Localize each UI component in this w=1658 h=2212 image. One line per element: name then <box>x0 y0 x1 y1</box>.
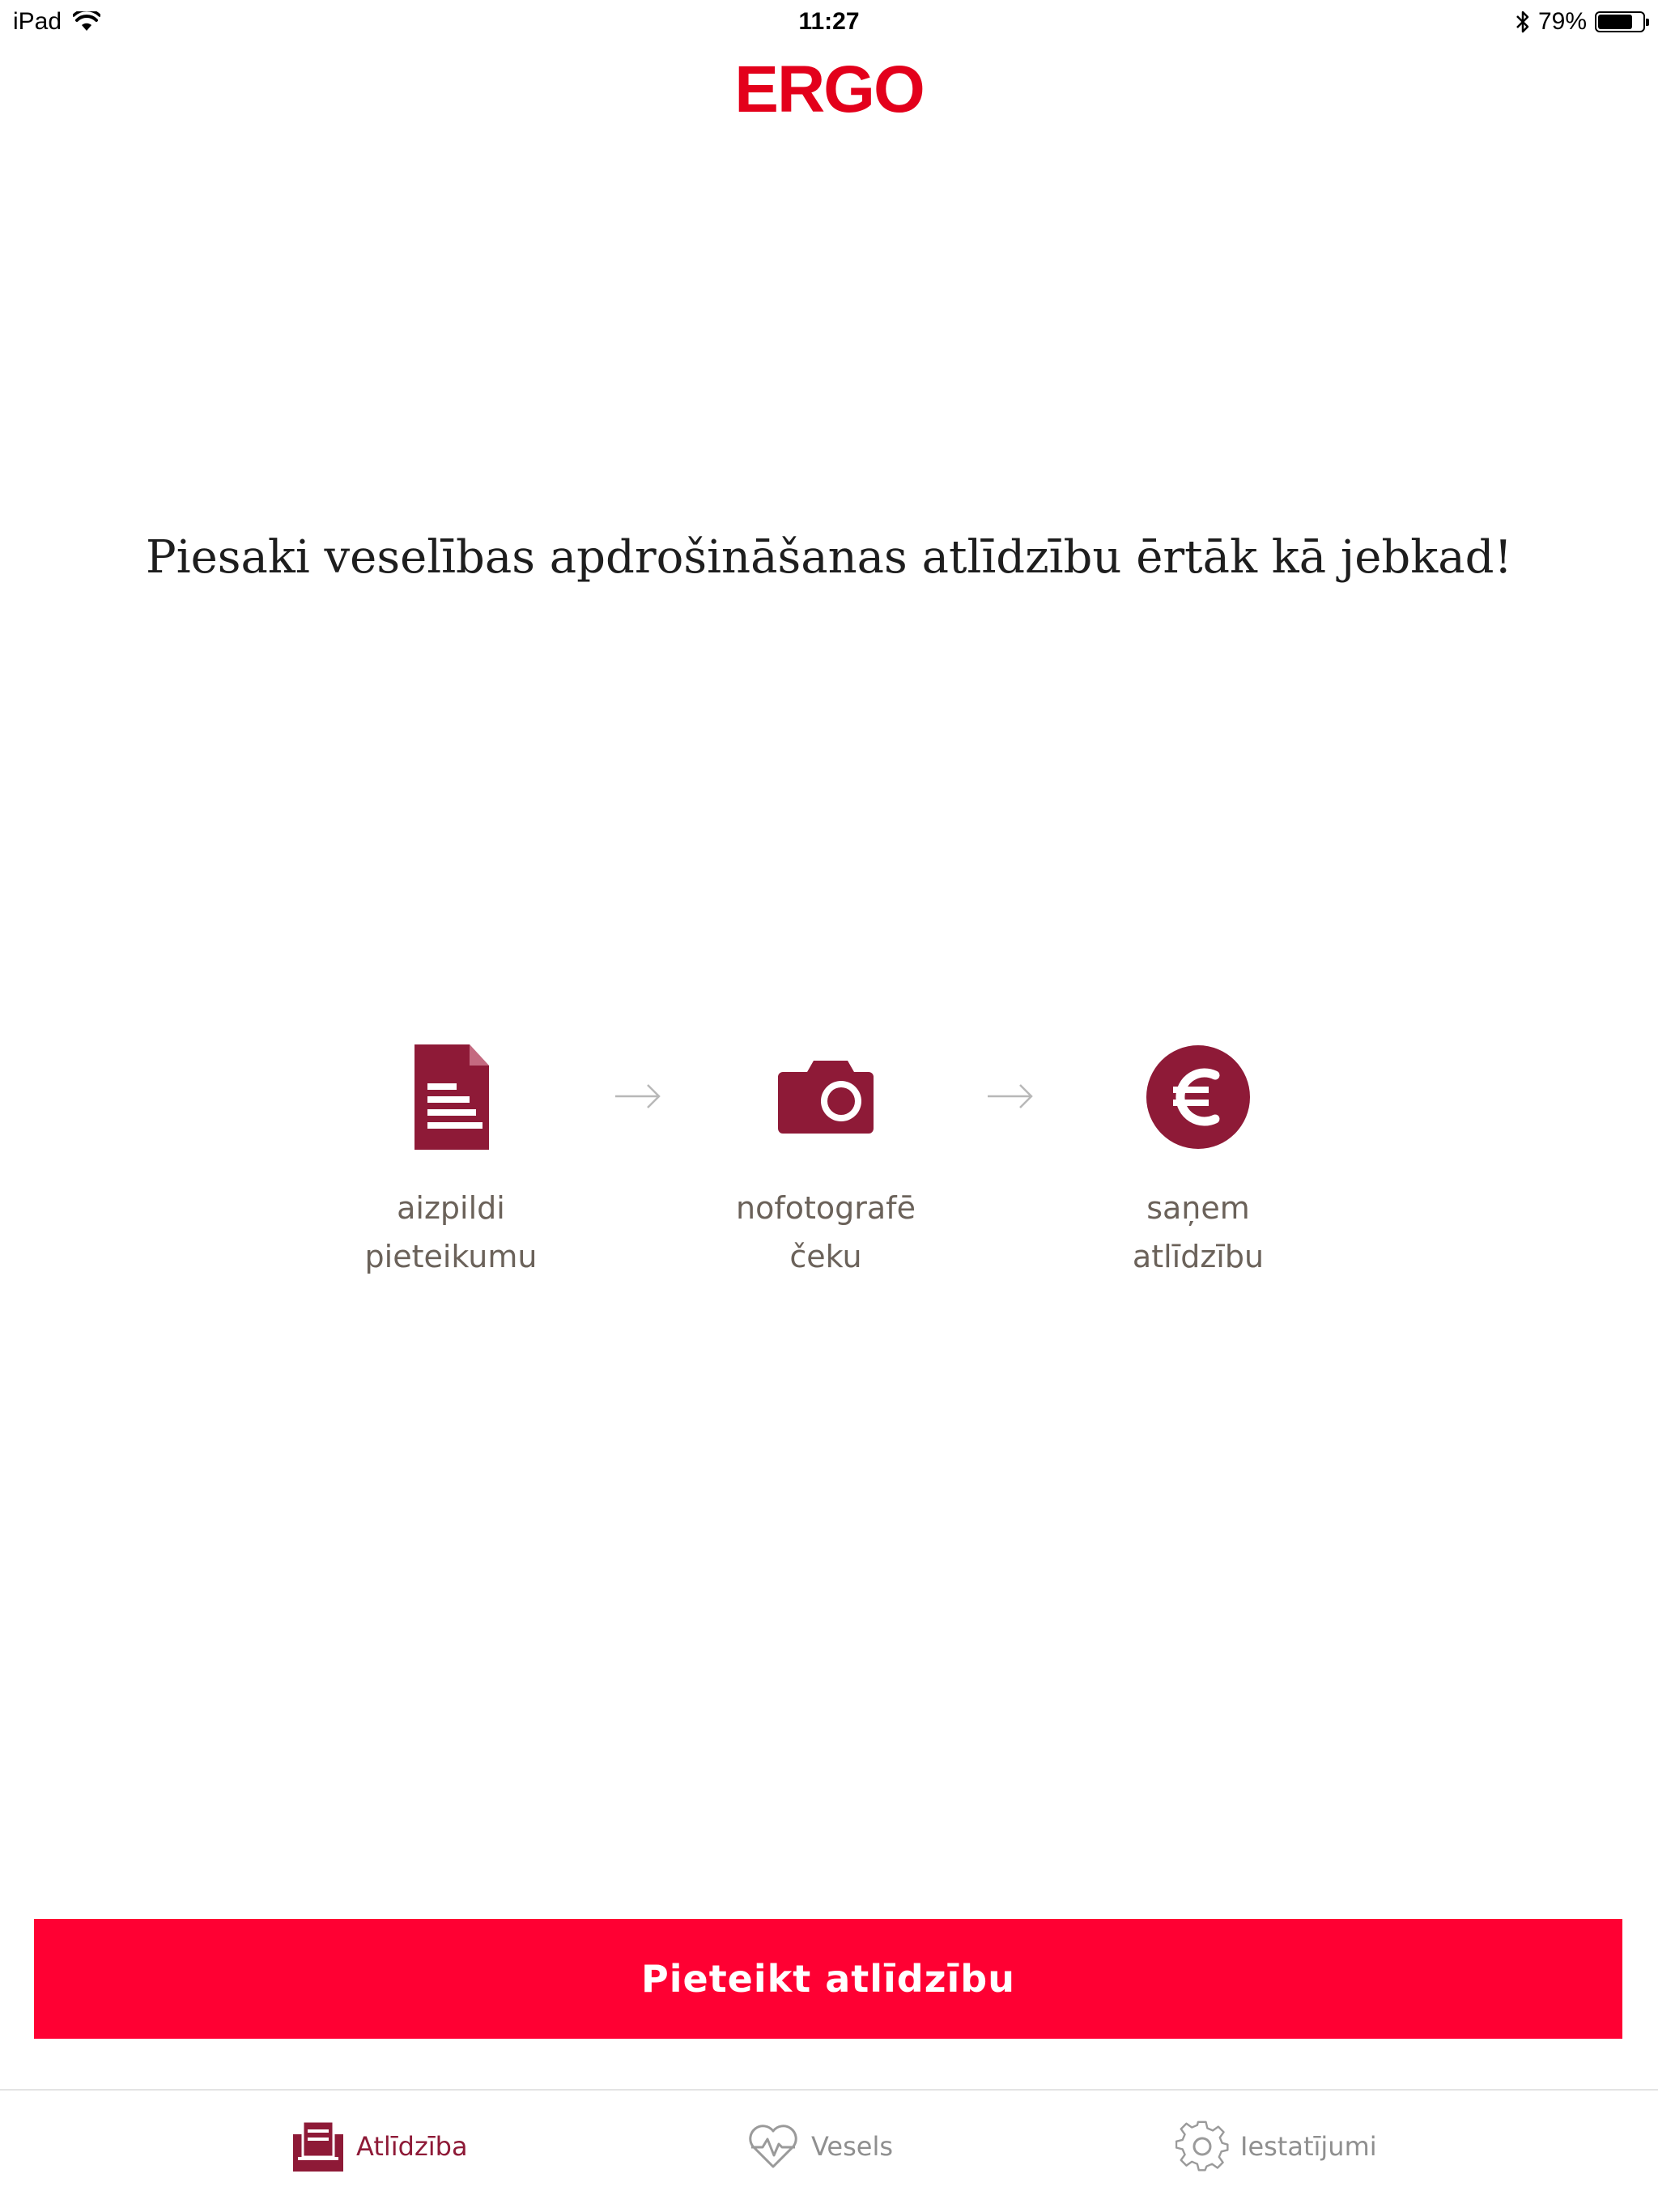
steps-row <box>0 1044 1658 1287</box>
step-label-line1: saņem <box>1146 1190 1250 1226</box>
tab-label: Vesels <box>811 2131 894 2162</box>
tab-claims[interactable] <box>291 2120 468 2173</box>
tab-bar <box>0 2089 1658 2212</box>
step-label-line1: aizpildi <box>397 1190 505 1226</box>
document-icon <box>398 1044 504 1150</box>
status-right <box>1516 8 1645 36</box>
step-label-line2: pieteikumu <box>364 1239 538 1274</box>
arrow-right-icon <box>984 1078 1036 1114</box>
device-name: iPad <box>13 8 62 35</box>
submit-claim-button[interactable]: Pieteikt atlīdzību <box>34 1919 1622 2039</box>
battery-percent: 79% <box>1537 8 1587 35</box>
step-label <box>321 1184 580 1281</box>
tab-label: Iestatījumi <box>1240 2131 1377 2162</box>
camera-icon <box>773 1044 878 1150</box>
status-time: 11:27 <box>798 8 860 35</box>
battery-icon <box>1595 11 1645 32</box>
tab-label: Atlīdzība <box>356 2131 468 2162</box>
battery-fill <box>1598 15 1632 29</box>
step-label-line1: nofotografē <box>736 1190 916 1226</box>
gear-icon <box>1175 2120 1229 2173</box>
step-receive-compensation <box>1069 1044 1328 1281</box>
arrow-right-icon <box>612 1078 664 1114</box>
tab-settings[interactable] <box>1175 2120 1377 2173</box>
step-fill-form <box>321 1044 580 1281</box>
step-label <box>696 1184 955 1281</box>
step-photograph-receipt <box>696 1044 955 1281</box>
page-headline: Piesaki veselības apdrošināšanas atlīdzību ērtāk kā jebkad! <box>146 531 1512 584</box>
heart-pulse-icon <box>746 2120 800 2173</box>
status-time-wrap <box>0 8 1658 36</box>
ergo-logo: ERGO <box>734 53 924 126</box>
status-bar <box>0 0 1658 45</box>
tab-health[interactable] <box>746 2120 893 2173</box>
euro-icon <box>1146 1044 1251 1150</box>
step-label-line2: atlīdzību <box>1132 1239 1265 1274</box>
claim-tray-icon <box>291 2120 345 2173</box>
bluetooth-icon <box>1516 10 1530 34</box>
step-label <box>1069 1184 1328 1281</box>
step-label-line2: čeku <box>789 1239 862 1274</box>
